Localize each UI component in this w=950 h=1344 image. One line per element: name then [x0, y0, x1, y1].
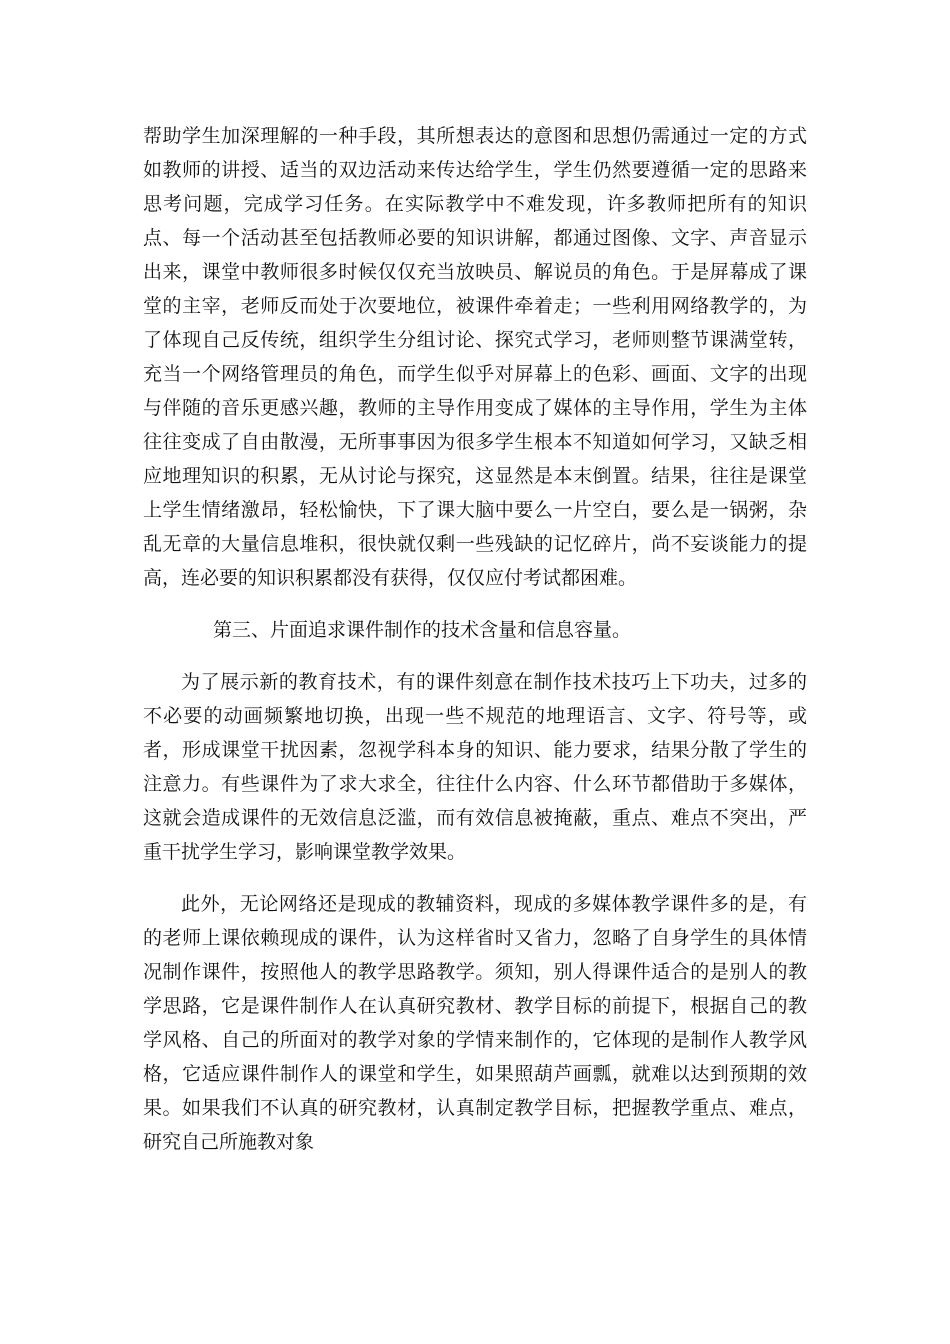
paragraph-continuation: 帮助学生加深理解的一种手段，其所想表达的意图和思想仍需通过一定的方式如教师的讲授、适当的双边活动来传达给学生，学生仍然要遵循一定的思路来思考问题，完成学习任务。在实际教学中不难发现，许多教师把所有的知识点、每一个活动甚至包括教师必要的知识讲解，都通过图像、文字、声音显示出来，课堂中教师很多时候仅仅充当放映员、解说员的角色。于是屏幕成了课堂的主宰，老师反而处于次要地位，被课件牵着走；一些利用网络教学的，为了体现自己反传统，组织学生分组讨论、探究式学习，老师则整节课满堂转，充当一个网络管理员的角色，而学生似乎对屏幕上的色彩、画面、文字的出现与伴随的音乐更感兴趣，教师的主导作用变成了媒体的主导作用，学生为主体往往变成了自由散漫，无所事事因为很多学生根本不知道如何学习，又缺乏相应地理知识的积累，无从讨论与探究，这显然是本末倒置。结果，往往是课堂上学生情绪激昂，轻松愉快，下了课大脑中要么一片空白，要么是一锅粥，杂乱无章的大量信息堆积，很快就仅剩一些残缺的记忆碎片，尚不妄谈能力的提高，连必要的知识积累都没有获得，仅仅应付考试都困难。 — [143, 125, 807, 589]
section-heading: 第三、片面追求课件制作的技术含量和信息容量。 — [213, 619, 632, 641]
paragraph: 为了展示新的教育技术，有的课件刻意在制作技术技巧上下功夫，过多的不必要的动画频繁地切换，出现一些不规范的地理语言、文字、符号等，或者，形成课堂干扰因素，忽视学科本身的知识、能力要求，结果分散了学生的注意力。有些课件为了求大求全，往往什么内容、什么环节都借助于多媒体，这就会造成课件的无效信息泛滥，而有效信息被掩蔽，重点、难点不突出，严重干扰学生学习，影响课堂教学效果。 — [143, 671, 807, 863]
paragraph-gap — [143, 595, 807, 613]
paragraph-gap — [143, 647, 807, 665]
document-body — [143, 119, 807, 1159]
paragraph: 此外，无论网络还是现成的教辅资料，现成的多媒体教学课件多的是，有的老师上课依赖现成的课件，认为这样省时又省力，忽略了自身学生的具体情况制作课件，按照他人的教学思路教学。须知，别人得课件适合的是别人的教学思路，它是课件制作人在认真研究教材、教学目标的前提下，根据自己的教学风格、自己的所面对的教学对象的学情来制作的，它体现的是制作人教学风格，它适应课件制作人的课堂和学生，如果照葫芦画瓢，就难以达到预期的效果。如果我们不认真的研究教材，认真制定教学目标，把握教学重点、难点，研究自己所施教对象 — [143, 893, 807, 1153]
paragraph-gap — [143, 869, 807, 887]
